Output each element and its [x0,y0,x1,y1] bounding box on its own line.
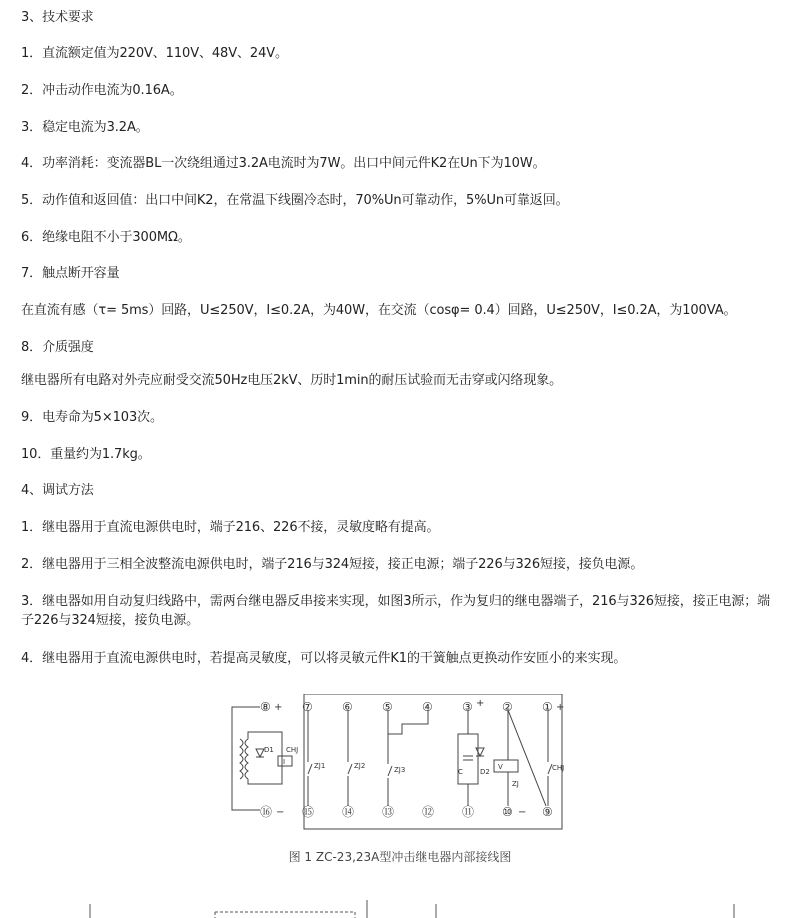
debug-item-1: 1．继电器用于直流电源供电时，端子216、226不接，灵敏度略有提高。 [21,520,440,535]
section-heading-debug: 4、调试方法 [21,483,94,498]
wire-col-6 [348,710,352,806]
wire-col-3 [458,710,478,806]
terminal-10: ⑩ [502,805,513,819]
debug-item-2: 2．继电器用于三相全波整流电源供电时，端子216与324短接，接正电源；端子226与326短接，接负电源。 [21,557,644,572]
label-zj2: ZJ2 [354,762,366,770]
terminal-1: ① [542,700,553,714]
input-loop-wire [232,707,260,810]
debug-item-3: 3．继电器如用自动复归线路中，需两台继电器反串接来实现，如图3所示，作为复归的继电器端子，216与326短接，接正电源；端子226与324短接，接负电源。 [21,594,771,628]
spec-item-6: 6．绝缘电阻不小于300MΩ。 [21,230,191,245]
terminal-3: ③ [462,700,473,714]
spec-item-4: 4．功率消耗：变流器BL一次绕组通过3.2A电流时为7W。出口中间元件K2在Un下为10W。 [21,156,546,171]
terminal-15: ⑮ [302,805,315,819]
plus-3: + [476,698,485,709]
label-d2: D2 [480,768,490,776]
terminal-8: ⑧ [260,700,271,714]
terminal-9: ⑨ [542,805,553,819]
minus-16: − [276,807,285,818]
terminal-12: ⑫ [422,805,435,819]
terminal-14: ⑭ [342,805,355,819]
label-chj: CHJ [286,746,299,754]
wire-col-7 [308,710,312,806]
label-chj2: CHJ [552,764,565,772]
terminal-2: ② [502,700,513,714]
spec-item-7: 7．触点断开容量 [21,266,120,281]
terminal-11: ⑪ [462,805,475,819]
spec-item-10: 10．重量约为1.7kg。 [21,447,151,462]
debug-item-4: 4．继电器用于直流电源供电时，若提高灵敏度，可以将灵敏元件K1的干簧触点更换动作安匝小的来实现。 [21,651,627,666]
capacitor-c [463,756,473,760]
spec-item-2: 2．冲击动作电流为0.16A。 [21,83,183,98]
figure-caption: 图 1 ZC-23,23A型冲击继电器内部接线图 [288,850,512,864]
spec-item-9: 9．电寿命为5×103次。 [21,410,163,425]
terminal-7: ⑦ [302,700,313,714]
spec-item-8-detail: 继电器所有电路对外壳应耐受交流50Hz电压2kV、历时1min的耐压试验而无击穿或闪络现象。 [21,373,563,388]
second-figure-partial [0,898,800,918]
diode-d2 [476,748,484,756]
diode-d1 [256,749,264,757]
label-zj1: ZJ1 [314,762,326,770]
spec-item-3: 3．稳定电流为3.2A。 [21,120,149,135]
label-zj3: ZJ3 [394,766,406,774]
plus-1: + [556,702,565,713]
wiring-diagram-figure [222,694,582,834]
terminal-13: ⑬ [382,805,395,819]
spec-item-5: 5．动作值和返回值：出口中间K2，在常温下线圈冷态时，70%Un可靠动作，5%Un可靠返回。 [21,193,569,208]
label-c: C [458,768,463,776]
minus-10: − [518,807,527,818]
plus-8: + [274,702,283,713]
terminal-6: ⑥ [342,700,353,714]
transformer-primary [240,739,243,779]
spec-item-1: 1．直流额定值为220V、110V、48V、24V。 [21,46,288,61]
section-heading-tech: 3、技术要求 [21,10,94,25]
transformer-secondary [245,739,248,779]
label-d1: D1 [264,746,274,754]
label-zj: ZJ [512,780,519,788]
terminal-16: ⑯ [260,805,273,819]
terminal-4: ④ [422,700,433,714]
secondary-loop-wire [248,732,282,784]
spec-item-7-detail: 在直流有感（τ= 5ms）回路，U≤250V，I≤0.2A，为40W，在交流（cosφ= 0.4）回路，U≤250V，I≤0.2A，为100VA。 [21,303,737,318]
wire-col-1 [548,710,552,806]
terminal-5: ⑤ [382,700,393,714]
spec-item-8: 8．介质强度 [21,340,94,355]
wire-col-5-4 [388,710,428,806]
label-i: I [283,758,286,766]
label-v: V [498,763,503,771]
wire-col-2-diag [508,710,546,806]
